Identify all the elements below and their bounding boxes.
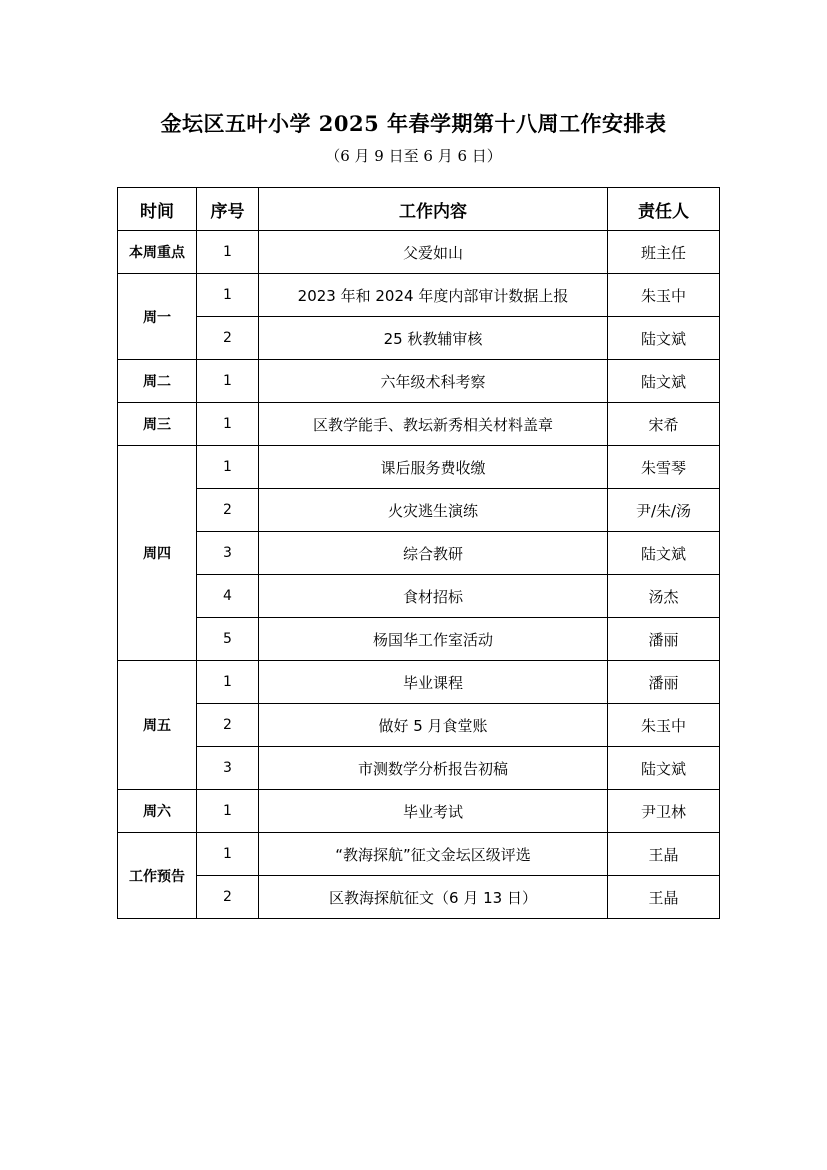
content-cell: “教海探航”征文金坛区级评选: [259, 833, 608, 876]
owner-cell: 宋希: [608, 403, 720, 446]
table-row: [118, 790, 720, 833]
header-owner: 责任人: [608, 188, 720, 231]
table-row: [118, 532, 720, 575]
table-row: [118, 403, 720, 446]
table-row: [118, 661, 720, 704]
day-cell: 本周重点: [118, 231, 197, 274]
seq-cell: 2: [197, 876, 259, 919]
seq-cell: 3: [197, 747, 259, 790]
seq-cell: 5: [197, 618, 259, 661]
day-cell: 周三: [118, 403, 197, 446]
owner-cell: 陆文斌: [608, 317, 720, 360]
seq-cell: 1: [197, 403, 259, 446]
page-subtitle: （6 月 9 日至 6 月 6 日）: [325, 147, 502, 165]
content-cell: 六年级术科考察: [259, 360, 608, 403]
content-cell: 父爱如山: [259, 231, 608, 274]
owner-cell: 朱雪琴: [608, 446, 720, 489]
page-title: 金坛区五叶小学 2025 年春学期第十八周工作安排表: [160, 111, 667, 136]
table-row: [118, 833, 720, 876]
content-cell: 毕业考试: [259, 790, 608, 833]
owner-cell: 王晶: [608, 833, 720, 876]
header-seq: 序号: [197, 188, 259, 231]
table-row: [118, 747, 720, 790]
schedule-body: [118, 231, 720, 919]
owner-cell: 潘丽: [608, 618, 720, 661]
table-row: [118, 231, 720, 274]
seq-cell: 2: [197, 489, 259, 532]
table-row: [118, 317, 720, 360]
seq-cell: 3: [197, 532, 259, 575]
seq-cell: 1: [197, 446, 259, 489]
owner-cell: 陆文斌: [608, 747, 720, 790]
content-cell: 做好 5 月食堂账: [259, 704, 608, 747]
owner-cell: 班主任: [608, 231, 720, 274]
table-row: [118, 876, 720, 919]
content-cell: 市测数学分析报告初稿: [259, 747, 608, 790]
schedule-table: [117, 187, 720, 919]
content-cell: 课后服务费收缴: [259, 446, 608, 489]
seq-cell: 1: [197, 231, 259, 274]
day-cell: 工作预告: [118, 833, 197, 919]
owner-cell: 朱玉中: [608, 704, 720, 747]
owner-cell: 陆文斌: [608, 360, 720, 403]
seq-cell: 1: [197, 661, 259, 704]
seq-cell: 1: [197, 274, 259, 317]
table-row: [118, 618, 720, 661]
content-cell: 综合教研: [259, 532, 608, 575]
table-row: [118, 274, 720, 317]
content-cell: 区教海探航征文（6 月 13 日）: [259, 876, 608, 919]
seq-cell: 1: [197, 360, 259, 403]
seq-cell: 4: [197, 575, 259, 618]
content-cell: 毕业课程: [259, 661, 608, 704]
content-cell: 杨国华工作室活动: [259, 618, 608, 661]
header-content: 工作内容: [259, 188, 608, 231]
table-row: [118, 575, 720, 618]
content-cell: 25 秋教辅审核: [259, 317, 608, 360]
owner-cell: 尹/朱/汤: [608, 489, 720, 532]
header-row: [118, 188, 720, 231]
day-cell: 周五: [118, 661, 197, 790]
day-cell: 周二: [118, 360, 197, 403]
seq-cell: 1: [197, 833, 259, 876]
table-row: [118, 704, 720, 747]
table-row: [118, 489, 720, 532]
owner-cell: 汤杰: [608, 575, 720, 618]
owner-cell: 陆文斌: [608, 532, 720, 575]
owner-cell: 尹卫林: [608, 790, 720, 833]
content-cell: 火灾逃生演练: [259, 489, 608, 532]
content-cell: 区教学能手、教坛新秀相关材料盖章: [259, 403, 608, 446]
day-cell: 周一: [118, 274, 197, 360]
owner-cell: 王晶: [608, 876, 720, 919]
owner-cell: 潘丽: [608, 661, 720, 704]
seq-cell: 2: [197, 704, 259, 747]
content-cell: 2023 年和 2024 年度内部审计数据上报: [259, 274, 608, 317]
seq-cell: 2: [197, 317, 259, 360]
header-time: 时间: [118, 188, 197, 231]
table-row: [118, 360, 720, 403]
owner-cell: 朱玉中: [608, 274, 720, 317]
table-row: [118, 446, 720, 489]
content-cell: 食材招标: [259, 575, 608, 618]
day-cell: 周六: [118, 790, 197, 833]
day-cell: 周四: [118, 446, 197, 661]
seq-cell: 1: [197, 790, 259, 833]
